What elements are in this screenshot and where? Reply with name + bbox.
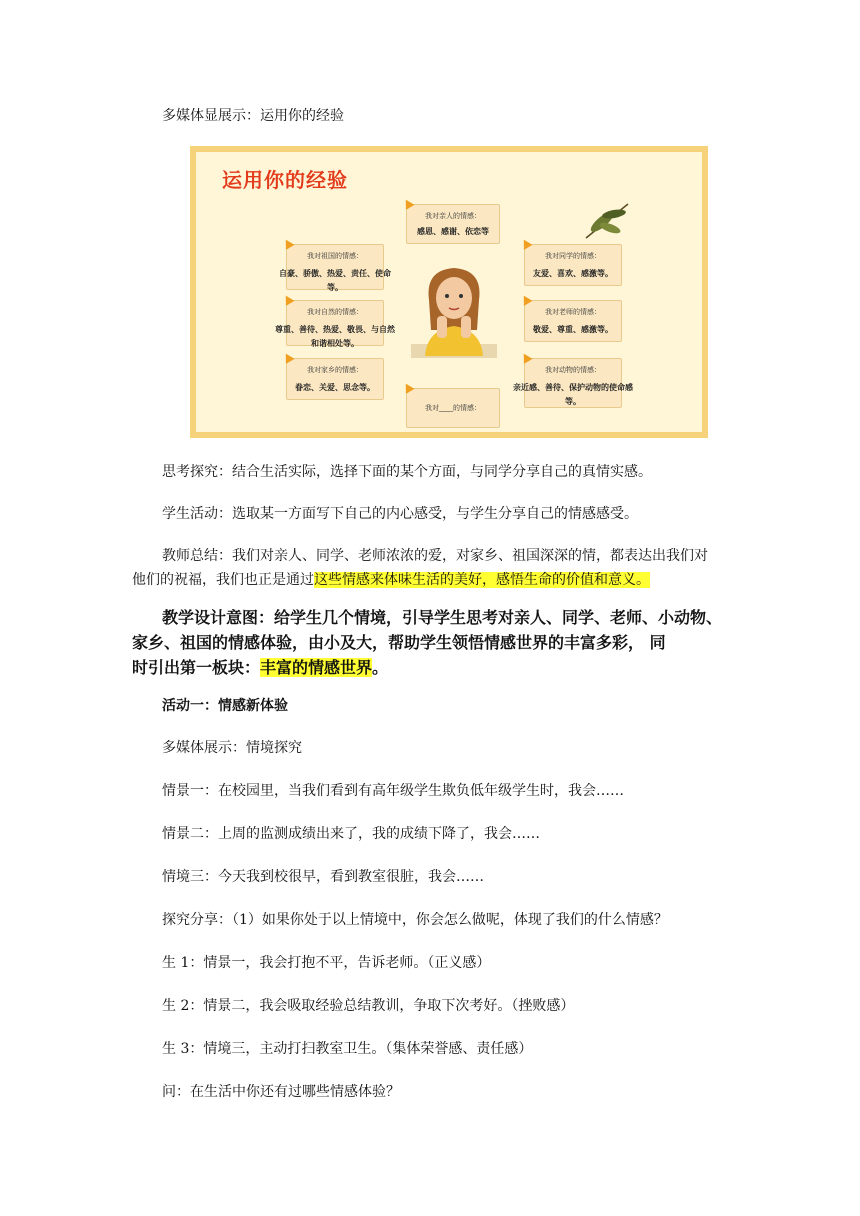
card-body: 友爱、喜欢、感激等。: [533, 269, 613, 278]
pin-icon: [401, 197, 414, 210]
explore-line: 探究分享：（1）如果你处于以上情境中，你会怎么做呢，体现了我们的什么情感？: [162, 912, 668, 928]
scene2-line: 情景二：上周的监测成绩出来了，我的成绩下降了，我会……: [162, 826, 540, 842]
girl-illustration: [411, 260, 497, 358]
summary-line-2: [132, 570, 650, 590]
figure-title: 运用你的经验: [222, 168, 348, 192]
card-body: 亲近感、善待、保护动物的使命感等。: [513, 383, 633, 406]
card-body: 自豪、骄傲、热爱、责任、使命等。: [279, 269, 391, 292]
pin-icon: [519, 293, 532, 306]
scene3-line: 情境三：今天我到校很早，看到教室很脏，我会……: [162, 869, 484, 885]
card-country: [279, 244, 391, 292]
card-body: 尊重、善待、热爱、敬畏、与自然和谐相处等。: [275, 325, 395, 348]
design-text: 时引出第一板块：: [132, 658, 261, 677]
think-line: 思考探究：结合生活实际，选择下面的某个方面，与同学分享自己的真情实感。: [162, 464, 652, 480]
card-title: 我对自然的情感：: [307, 308, 363, 316]
design-highlight: 丰富的情感世界: [260, 658, 373, 677]
leaf-decoration: [582, 200, 634, 242]
card-animals: [513, 358, 633, 408]
scene1-line: 情景一：在校园里，当我们看到有高年级学生欺负低年级学生时，我会……: [162, 783, 624, 799]
pin-icon: [281, 351, 294, 364]
card-nature: [275, 300, 395, 348]
card-body: 感恩、感谢、依恋等: [417, 227, 489, 236]
card-title: 我对家乡的情感：: [307, 366, 363, 374]
card-body: 眷恋、关爱、思念等。: [295, 383, 375, 392]
card-teachers: [524, 300, 622, 342]
card-title: 我对老师的情感：: [545, 308, 601, 316]
pin-icon: [281, 293, 294, 306]
card-title: 我对亲人的情感：: [425, 212, 481, 220]
card-title: 我对同学的情感：: [545, 252, 601, 260]
summary-line-1: 教师总结：我们对亲人、同学、老师浓浓的爱，对家乡、祖国深深的情，都表达出我们对: [162, 548, 708, 564]
media-line: 多媒体展示：情境探究: [162, 740, 302, 756]
card-title: 我对____的情感：: [425, 404, 481, 412]
question-line: 问：在生活中你还有过哪些情感体验？: [162, 1084, 400, 1100]
activity-line: 学生活动：选取某一方面写下自己的内心感受，与学生分享自己的情感感受。: [162, 506, 638, 522]
design-line-2: 家乡、祖国的情感体验，由小及大，帮助学生领悟情感世界的丰富多彩， 同: [132, 633, 666, 652]
card-title: 我对祖国的情感：: [307, 252, 363, 260]
pin-icon: [281, 237, 294, 250]
design-end: 。: [372, 658, 389, 677]
card-classmates: [524, 244, 622, 286]
intro-line: 多媒体显展示：运用你的经验: [162, 108, 344, 124]
pin-icon: [519, 351, 532, 364]
pin-icon: [519, 237, 532, 250]
design-line-3: [132, 656, 388, 680]
design-line-1: 教学设计意图：给学生几个情境，引导学生思考对亲人、同学、老师、小动物、: [162, 608, 723, 627]
activity1-heading: 活动一：情感新体验: [162, 698, 288, 714]
experience-figure: [190, 146, 708, 438]
student1-line: 生 1：情景一，我会打抱不平，告诉老师。（正义感）: [162, 955, 491, 971]
card-family: [406, 204, 500, 244]
card-hometown: [286, 358, 384, 400]
card-blank: [406, 388, 500, 428]
pin-icon: [401, 381, 414, 394]
card-body: 敬爱、尊重、感激等。: [533, 325, 613, 334]
student3-line: 生 3：情境三，主动打扫教室卫生。（集体荣誉感、责任感）: [162, 1041, 533, 1057]
student2-line: 生 2：情景二，我会吸取经验总结教训，争取下次考好。（挫败感）: [162, 998, 575, 1014]
summary-text: 他们的祝福，我们也正是通过: [132, 572, 314, 588]
summary-highlight: 这些情感来体味生活的美好，感悟生命的价值和意义。: [314, 572, 650, 588]
card-title: 我对动物的情感：: [545, 366, 601, 374]
